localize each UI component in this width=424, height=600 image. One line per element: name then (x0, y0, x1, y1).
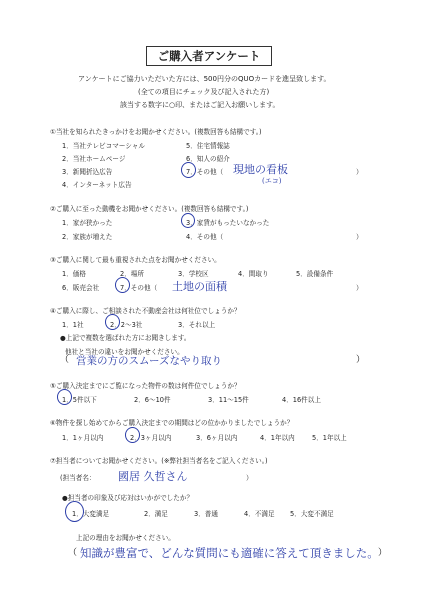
q1-other-answer[interactable]: 現地の看板 (233, 163, 288, 176)
q1-close-paren: ） (356, 168, 363, 176)
q1-option-1[interactable]: 1．当社テレビコマーシャル (62, 142, 145, 150)
q2-close-paren: ） (356, 233, 363, 241)
q6-option-4[interactable]: 4．1年以内 (260, 434, 295, 442)
q7-option-5[interactable]: 5．大変不満足 (290, 510, 334, 518)
q2-option-3[interactable]: 3．家賃がもったいなかった (186, 219, 270, 227)
q1-question: ①当社を知られたきっかけをお聞かせください。(複数回答も結構です。) (50, 128, 262, 136)
q7-reason-label: 上記の理由をお聞かせください。 (76, 534, 175, 542)
q7-name-label: (担当者名： (60, 474, 96, 482)
q1-option-6[interactable]: 6．知人の紹介 (186, 155, 230, 163)
q6-option-1[interactable]: 1．1ヶ月以内 (62, 434, 104, 442)
q4-close-paren: ） (356, 355, 366, 365)
q7-option-2[interactable]: 2．満足 (144, 510, 168, 518)
q7-option-3[interactable]: 3．普通 (194, 510, 218, 518)
q3-option-4[interactable]: 4．間取り (238, 270, 269, 278)
intro-line-2: (全ての項目にチェック及び記入された方) (138, 88, 270, 96)
q2-question: ②ご購入に至った動機をお聞かせください。(複数回答も結構です。) (50, 205, 249, 213)
q7-option-4[interactable]: 4．不満足 (244, 510, 275, 518)
q1-option-5[interactable]: 5．住宅情報誌 (186, 142, 230, 150)
q2-option-1[interactable]: 1．家が狭かった (62, 219, 113, 227)
q4-sub-note: ●上記で複数を選ばれた方にお聞きします。 (60, 334, 191, 342)
q7-name-close-paren: ） (246, 474, 253, 482)
survey-title: ご購入者アンケート (146, 46, 272, 66)
q1-option-4[interactable]: 4．インターネット広告 (62, 181, 132, 189)
q5-question: ⑤ご購入決定までにご覧になった物件の数は何件位でしょうか？ (50, 382, 241, 390)
q3-option-5[interactable]: 5．設備条件 (296, 270, 334, 278)
q2-option-4[interactable]: 4．その他（ (186, 233, 224, 241)
q2-selected-circle (181, 213, 195, 228)
q1-option-7[interactable]: 7．その他（ (186, 168, 224, 176)
q5-selected-circle (57, 389, 72, 405)
q4-question: ④ご購入に際し、ご相談された不動産会社は何社位でしょうか？ (50, 307, 241, 315)
q3-option-1[interactable]: 1．価格 (62, 270, 86, 278)
q7-option-1[interactable]: 1．大変満足 (72, 510, 110, 518)
q6-option-5[interactable]: 5．1年以上 (312, 434, 347, 442)
intro-line-3: 該当する数字に○印、またはご記入お願いします。 (120, 101, 280, 109)
q4-selected-circle (105, 314, 120, 330)
q7-open-paren: （ (68, 548, 78, 558)
q5-option-4[interactable]: 4．16件以上 (282, 396, 321, 404)
q6-option-2[interactable]: 2．3ヶ月以内 (130, 434, 172, 442)
q7-selected-circle (65, 501, 84, 522)
q6-option-3[interactable]: 3．6ヶ月以内 (196, 434, 238, 442)
q3-other-answer[interactable]: 土地の面積 (172, 280, 227, 293)
q5-option-3[interactable]: 3．11～15件 (208, 396, 249, 404)
q3-close-paren: ） (356, 284, 363, 292)
q5-option-1[interactable]: 1．5件以下 (62, 396, 97, 404)
q2-option-2[interactable]: 2．家族が増えた (62, 233, 113, 241)
q7-question: ⑦担当者についてお聞かせください。(※弊社担当者名をご記入ください。) (50, 457, 268, 465)
q6-selected-circle (125, 427, 140, 443)
q1-other-answer-sub: (エコ) (262, 177, 282, 185)
q4-reason-answer[interactable]: 営業の方のスムーズなやり取り (76, 355, 222, 367)
q1-selected-circle (181, 162, 196, 178)
intro-line-1: アンケートにご協力いただいた方には、500円分のQUOカードを進呈致します。 (78, 75, 331, 83)
q3-option-6[interactable]: 6．販売会社 (62, 284, 100, 292)
q7-staff-name[interactable]: 國居 久哲さん (118, 470, 188, 483)
q4-sub-question: 他社と当社の違いをお聞かせください。 (65, 348, 184, 356)
q3-option-2[interactable]: 2．場所 (120, 270, 144, 278)
q5-option-2[interactable]: 2．6～10件 (134, 396, 171, 404)
q3-option-7[interactable]: 7．その他（ (120, 284, 158, 292)
q3-option-3[interactable]: 3．学校区 (178, 270, 209, 278)
q4-open-paren: （ (60, 355, 70, 365)
q3-selected-circle (115, 277, 130, 293)
q1-option-3[interactable]: 3．新聞折込広告 (62, 168, 113, 176)
q1-option-2[interactable]: 2．当社ホームページ (62, 155, 126, 163)
q3-question: ③ご購入に関して最も重視された点をお聞かせください。 (50, 256, 221, 264)
q4-option-2[interactable]: 2．2～3社 (110, 321, 143, 329)
q7-reason-answer[interactable]: 知識が豊富で、どんな質問にも適確に答えて頂きました。 (80, 546, 379, 560)
q7-close-paren: ） (378, 548, 388, 558)
q7-sub-question: ●担当者の印象及び応対はいかがでしたか？ (62, 494, 194, 502)
q4-option-3[interactable]: 3．それ以上 (178, 321, 216, 329)
q4-option-1[interactable]: 1．1社 (62, 321, 84, 329)
q6-question: ⑥物件を探し始めてからご購入決定までの期間はどの位かかりましたでしょうか？ (50, 419, 294, 427)
